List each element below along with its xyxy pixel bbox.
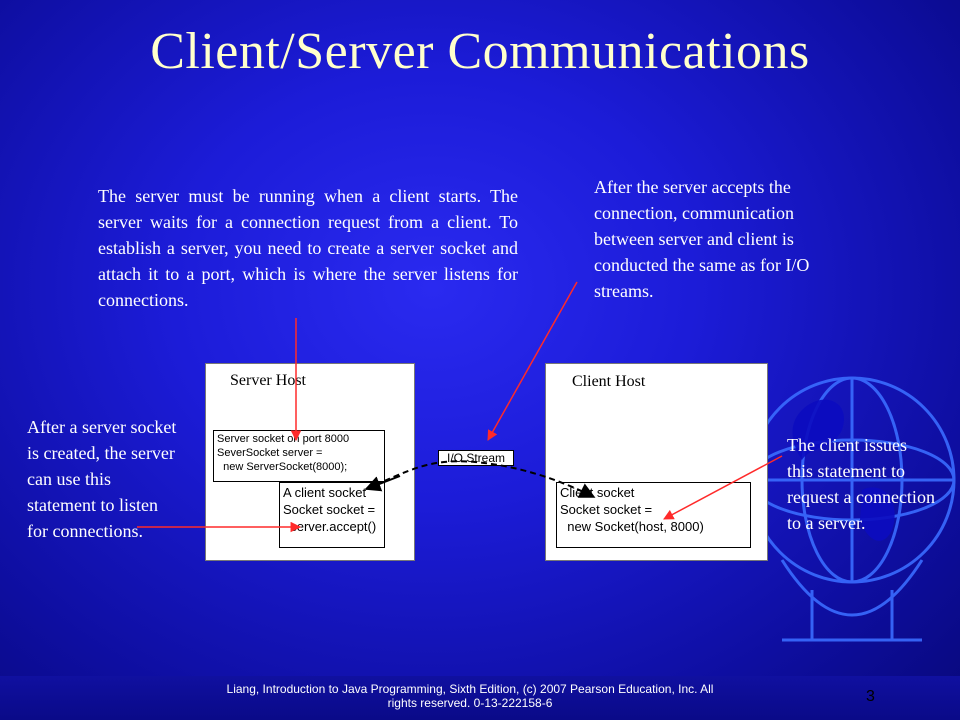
slide-title: Client/Server Communications	[150, 23, 810, 80]
footer	[0, 682, 940, 710]
client-note-arrow	[664, 456, 782, 519]
client-host-title: Client Host	[572, 373, 646, 390]
server-host-title: Server Host	[230, 372, 306, 389]
client-socket-code: Client socket Socket socket = new Socket(host, 8000)	[556, 482, 751, 548]
footer-line-1: Liang, Introduction to Java Programming, Sixth Edition, (c) 2007 Pearson Education, Inc. All	[226, 682, 714, 696]
footer-line-2: rights reserved. 0-13-222158-6	[387, 696, 553, 710]
accept-code: A client socket Socket socket = server.accept()	[279, 482, 385, 548]
client-statement-note: The client issues this statement to request a connection to a server.	[787, 435, 935, 533]
page-number: 3	[866, 688, 875, 705]
io-note-arrow	[488, 282, 577, 440]
io-stream-label: I/O Stream	[438, 450, 514, 466]
io-streams-note: After the server accepts the connection, communication between server and client is conducted the same as for I/O streams.	[594, 177, 810, 301]
server-start-note: The server must be running when a client starts. The server waits for a connection request from a client. To establish a server, you need to create a server socket and attach it to a port, which is where the server listens for connections.	[98, 186, 518, 310]
io-stream-connector	[366, 461, 594, 497]
server-socket-code: Server socket on port 8000 SeverSocket server = new ServerSocket(8000);	[213, 430, 385, 482]
accept-statement-note: After a server socket is created, the server can use this statement to listen for connections.	[27, 417, 177, 541]
